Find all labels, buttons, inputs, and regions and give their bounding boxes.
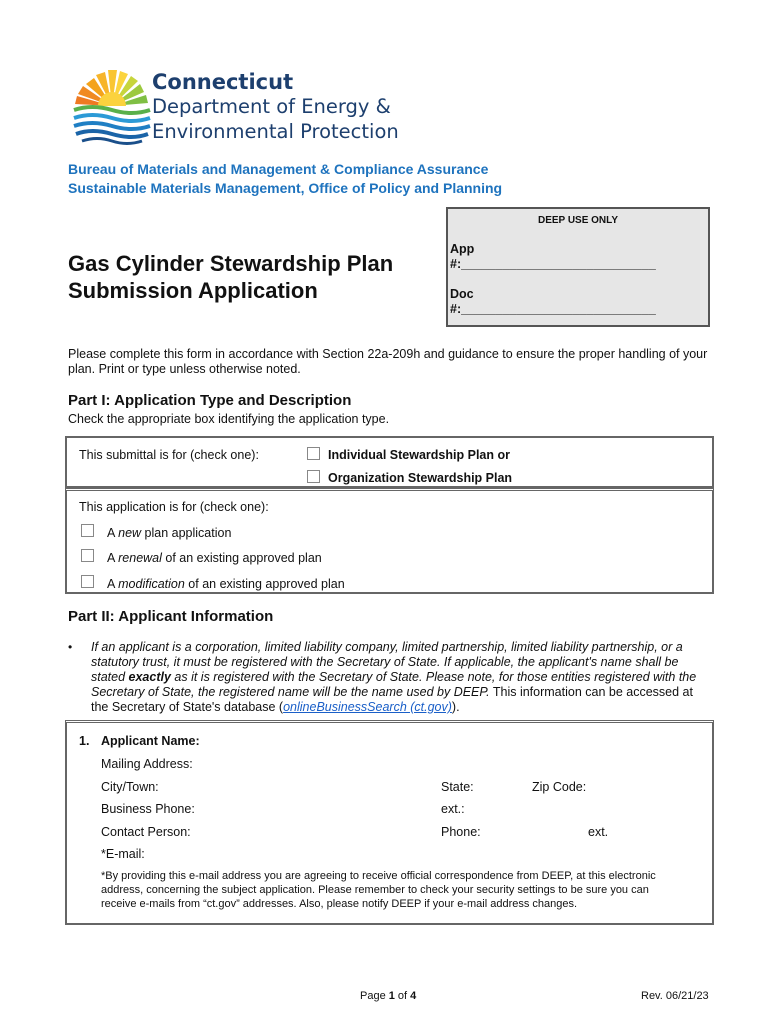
note-part-d: ). bbox=[451, 700, 460, 714]
application-label: This application is for (check one): bbox=[79, 500, 269, 514]
page-current: 1 bbox=[388, 990, 395, 1002]
renewal-checkbox[interactable] bbox=[81, 549, 94, 562]
contact-phone-label: Phone: bbox=[441, 825, 481, 839]
bureau-heading bbox=[68, 160, 502, 198]
sun-waves-logo-icon bbox=[72, 66, 152, 146]
application-type-section bbox=[65, 488, 714, 594]
page-number bbox=[360, 990, 416, 1002]
applicant-name-label: Applicant Name: bbox=[101, 734, 200, 748]
submittal-type-section bbox=[65, 436, 714, 488]
new-plan-checkbox[interactable] bbox=[81, 524, 94, 537]
renewal-label-em: renewal bbox=[118, 551, 162, 565]
organization-plan-label: Organization Stewardship Plan bbox=[328, 471, 513, 485]
note-part-b: as it is registered with the Secretary of State. Please note, for those entities registered with the Secretary of State, the registered name will be the name used by DEEP. bbox=[91, 670, 697, 699]
renewal-label-pre: A bbox=[107, 551, 119, 565]
part2-heading: Part II: Applicant Information bbox=[68, 608, 274, 625]
app-label: App bbox=[450, 242, 475, 256]
business-phone-ext-label: ext.: bbox=[441, 802, 465, 816]
new-plan-label bbox=[107, 526, 231, 540]
page-of: of bbox=[394, 990, 411, 1002]
city-label: City/Town: bbox=[101, 780, 159, 794]
app-fill-line: #:____________________________ bbox=[450, 257, 656, 271]
email-label: *E-mail: bbox=[101, 847, 145, 861]
zip-label: Zip Code: bbox=[532, 780, 587, 794]
contact-ext-label: ext. bbox=[588, 825, 609, 839]
registration-note bbox=[91, 640, 711, 715]
state-label: State: bbox=[441, 780, 474, 794]
doc-number-field[interactable] bbox=[450, 287, 690, 317]
app-number-field[interactable] bbox=[450, 242, 690, 272]
applicant-number: 1. bbox=[79, 734, 90, 748]
modification-checkbox[interactable] bbox=[81, 575, 94, 588]
logo-line-3: Environmental Protection bbox=[152, 120, 399, 143]
bureau-line-2: Sustainable Materials Management, Office of Policy and Planning bbox=[68, 180, 503, 196]
note-bold: exactly bbox=[128, 670, 171, 684]
logo-wordmark bbox=[152, 70, 399, 144]
modification-label-post: of an existing approved plan bbox=[184, 577, 345, 591]
contact-person-label: Contact Person: bbox=[101, 825, 191, 839]
title-line-2: Submission Application bbox=[68, 278, 318, 303]
modification-label-em: modification bbox=[118, 577, 185, 591]
note-part-c: This information can be accessed at the Secretary of State's database ( bbox=[91, 685, 693, 714]
deep-logo bbox=[72, 66, 412, 146]
individual-plan-label: Individual Stewardship Plan or bbox=[328, 448, 510, 462]
bureau-line-1: Bureau of Materials and Management & Compliance Assurance bbox=[68, 161, 489, 177]
new-plan-label-post: plan application bbox=[141, 526, 232, 540]
note-part-a: If an applicant is a corporation, limited liability company, limited partnership, limited liability partnership, or a statutory trust, it must be registered with the Secretary of State. If applicable, the applicant's name shall be stated bbox=[91, 640, 683, 684]
submittal-label: This submittal is for (check one): bbox=[79, 448, 259, 462]
modification-label-pre: A bbox=[107, 577, 119, 591]
logo-line-2: Department of Energy & bbox=[152, 95, 391, 118]
doc-fill-line: #:____________________________ bbox=[450, 302, 656, 316]
renewal-label bbox=[107, 551, 322, 565]
new-plan-label-pre: A bbox=[107, 526, 119, 540]
modification-label bbox=[107, 577, 345, 591]
page-pre: Page bbox=[360, 990, 389, 1002]
online-business-search-link[interactable]: onlineBusinessSearch (ct.gov) bbox=[283, 700, 452, 714]
applicant-section bbox=[65, 720, 714, 925]
page-total: 4 bbox=[410, 990, 417, 1002]
renewal-label-post: of an existing approved plan bbox=[161, 551, 322, 565]
revision-date: Rev. 06/21/23 bbox=[641, 990, 709, 1002]
organization-plan-checkbox[interactable] bbox=[307, 470, 320, 483]
page-title bbox=[68, 250, 393, 304]
part1-heading: Part I: Application Type and Description bbox=[68, 392, 352, 409]
mailing-address-label: Mailing Address: bbox=[101, 757, 193, 771]
new-plan-label-em: new bbox=[118, 526, 142, 540]
business-phone-label: Business Phone: bbox=[101, 802, 195, 816]
part1-instruction: Check the appropriate box identifying the application type. bbox=[68, 412, 390, 426]
email-consent-note: *By providing this e-mail address you are agreeing to receive official correspondence from DEEP, at this electronic address, concerning the subject application. Please remember to check your security settings to be sure you can receive e-mails from “ct.gov” addresses. Also, please notify DEEP if your e-mail address changes. bbox=[101, 870, 656, 910]
individual-plan-checkbox[interactable] bbox=[307, 447, 320, 460]
bullet-dot: • bbox=[68, 640, 73, 654]
logo-line-1: Connecticut bbox=[152, 70, 294, 94]
deep-use-only-title: DEEP USE ONLY bbox=[537, 215, 619, 226]
title-line-1: Gas Cylinder Stewardship Plan bbox=[68, 251, 394, 276]
doc-label: Doc bbox=[450, 287, 474, 301]
intro-paragraph: Please complete this form in accordance with Section 22a-209h and guidance to ensure the proper handling of your plan. Print or type unless otherwise noted. bbox=[68, 347, 708, 376]
deep-use-only-box bbox=[446, 207, 710, 327]
